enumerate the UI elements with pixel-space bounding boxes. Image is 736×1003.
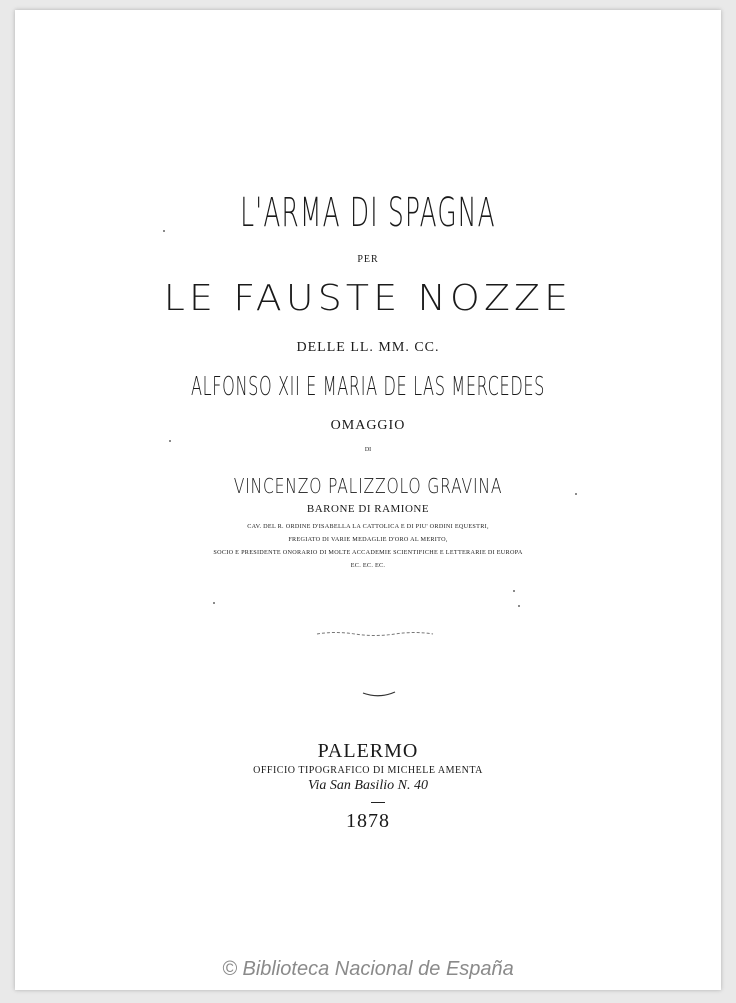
ornament-swash bbox=[361, 690, 397, 698]
author-honor-line: FREGIATO DI VARIE MEDAGLIE D'ORO AL MERITO, bbox=[288, 536, 448, 543]
paper-speck bbox=[213, 602, 215, 604]
imprint-printer: OFFICIO TIPOGRAFICO DI MICHELE AMENTA bbox=[253, 765, 483, 776]
paper-speck bbox=[575, 493, 577, 495]
paper-speck bbox=[163, 230, 165, 232]
title-line-5: ALFONSO XII E MARIA DE LAS MERCEDES bbox=[190, 372, 546, 402]
divider bbox=[371, 802, 385, 803]
paper-speck bbox=[518, 605, 520, 607]
imprint-address: Via San Basilio N. 40 bbox=[308, 778, 428, 793]
author-honor-line: SOCIO E PRESIDENTE ONORARIO DI MOLTE ACCADEMIE SCIENTIFICHE E LETTERARIE DI EUROPA bbox=[213, 549, 523, 556]
author-honor-line: EC. EC. EC. bbox=[350, 562, 386, 569]
title-line-1: L'ARMA DI SPAGNA bbox=[240, 190, 496, 236]
title-line-4: DELLE LL. MM. CC. bbox=[296, 340, 440, 355]
document-page bbox=[15, 10, 721, 990]
title-line-6: OMAGGIO bbox=[330, 418, 406, 433]
author-title: BARONE DI RAMIONE bbox=[306, 503, 430, 515]
title-line-3: LE FAUSTE NOZZE bbox=[163, 278, 573, 319]
title-line-2: PER bbox=[357, 254, 379, 265]
author-honor-line: CAV. DEL R. ORDINE D'ISABELLA LA CATTOLICA E DI PIU' ORDINI EQUESTRI, bbox=[247, 523, 489, 530]
ornament-rule bbox=[315, 630, 435, 638]
paper-speck bbox=[513, 590, 515, 592]
title-line-7: DI bbox=[364, 447, 372, 453]
paper-speck bbox=[169, 440, 171, 442]
copyright-footer: © Biblioteca Nacional de España bbox=[222, 958, 514, 980]
imprint-year: 1878 bbox=[346, 810, 390, 832]
imprint-city: PALERMO bbox=[317, 740, 419, 762]
author-name: VINCENZO PALIZZOLO GRAVINA bbox=[233, 474, 503, 498]
